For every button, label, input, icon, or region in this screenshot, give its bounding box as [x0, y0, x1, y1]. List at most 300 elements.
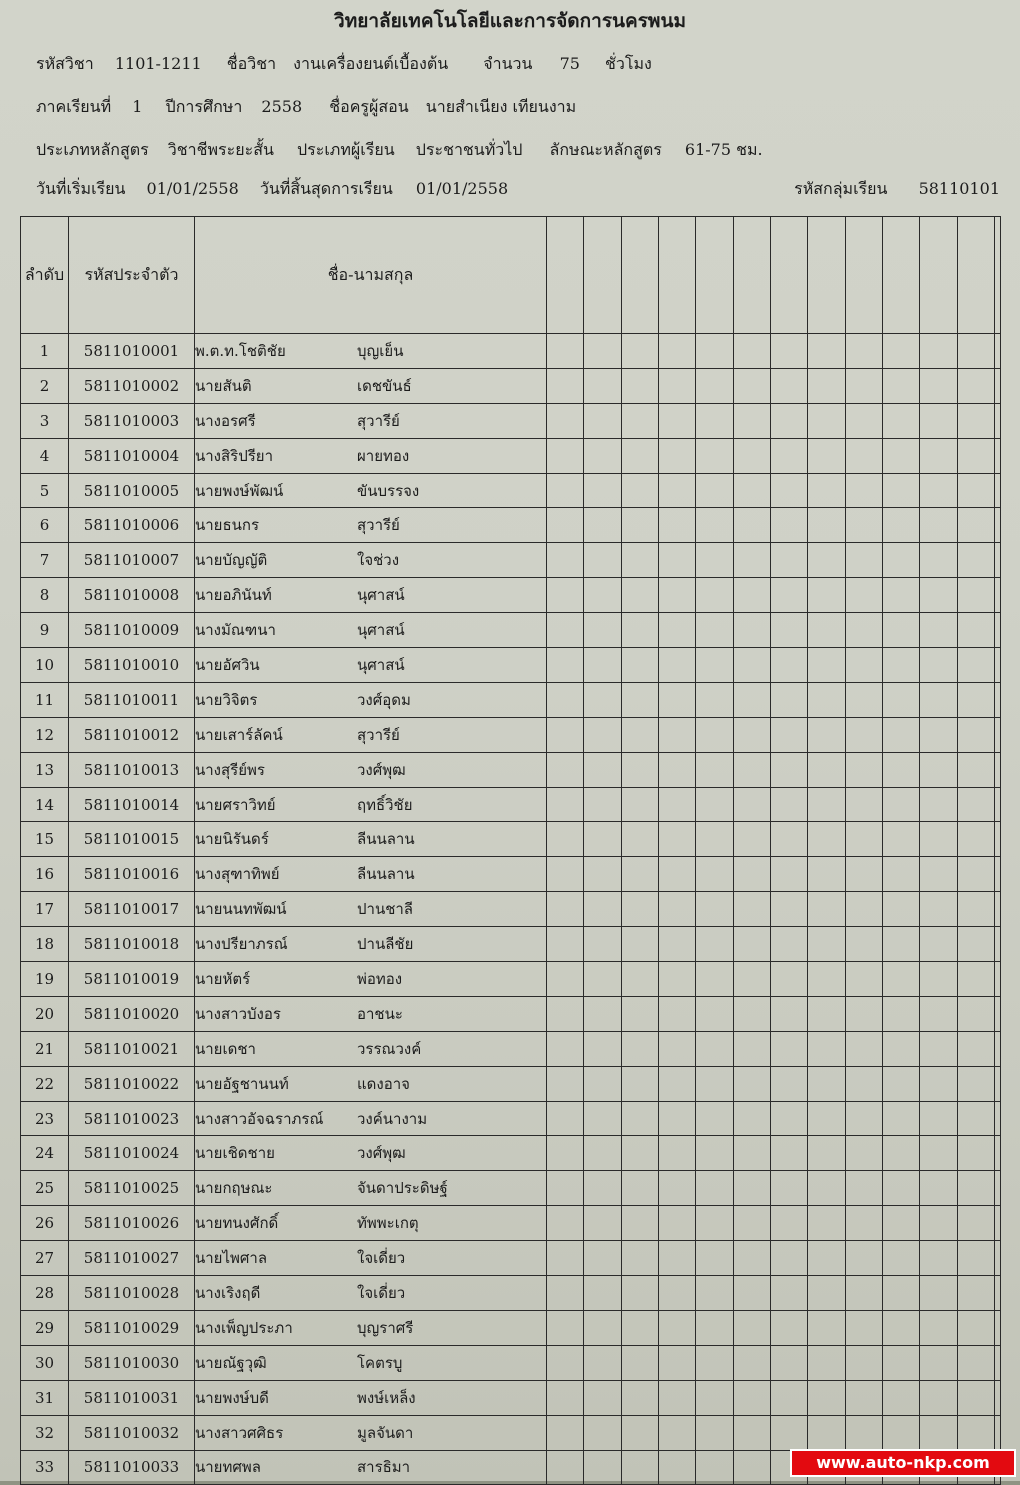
student-name: [195, 1276, 547, 1311]
attendance-cell: [770, 682, 807, 717]
attendance-cell: [658, 1101, 695, 1136]
attendance-cell: [658, 403, 695, 438]
attendance-cell: [882, 1345, 919, 1380]
first-name: นางสิริปรียา: [195, 446, 274, 465]
attendance-cell: [770, 1345, 807, 1380]
attendance-cell: [770, 1241, 807, 1276]
attendance-cell: [808, 1415, 845, 1450]
attendance-cell: [733, 1241, 770, 1276]
attendance-cell: [920, 334, 957, 369]
attendance-cell: [770, 1031, 807, 1066]
table-row: [21, 717, 1001, 752]
attendance-cell: [733, 822, 770, 857]
student-name: [195, 996, 547, 1031]
attendance-cell: [882, 822, 919, 857]
attendance-cell: [957, 822, 994, 857]
attendance-cell: [882, 787, 919, 822]
attendance-cell: [957, 1136, 994, 1171]
attendance-cell: [882, 578, 919, 613]
attendance-cell: [658, 543, 695, 578]
attendance-cell: [658, 1415, 695, 1450]
attendance-cell: [547, 578, 584, 613]
attendance-cell: [882, 403, 919, 438]
last-name: ขันบรรจง: [357, 481, 420, 500]
first-name: นายเสาร์ลัคน์: [195, 725, 283, 744]
attendance-cell: [621, 578, 658, 613]
attendance-cell: [994, 1241, 1000, 1276]
attendance-cell: [696, 822, 733, 857]
table-row: [21, 752, 1001, 787]
table-row: [21, 892, 1001, 927]
attendance-cell: [584, 1415, 621, 1450]
curriculum-kind: 61-75 ชม.: [684, 140, 763, 159]
attendance-cell: [547, 1101, 584, 1136]
group-code-label: รหัสกลุ่มเรียน: [794, 179, 888, 198]
attendance-cell: [696, 1276, 733, 1311]
attendance-cell: [621, 927, 658, 962]
attendance-cell: [621, 1101, 658, 1136]
curriculum-type: วิชาชีพระยะสั้น: [167, 140, 274, 159]
attendance-cell: [696, 543, 733, 578]
last-name: สารธิมา: [357, 1458, 411, 1477]
attendance-cell: [547, 682, 584, 717]
attendance-cell: [920, 438, 957, 473]
table-row: [21, 1171, 1001, 1206]
attendance-header-cell: [696, 217, 733, 334]
row-number: 4: [21, 438, 69, 473]
attendance-cell: [808, 857, 845, 892]
attendance-cell: [547, 1241, 584, 1276]
attendance-cell: [547, 403, 584, 438]
attendance-cell: [770, 717, 807, 752]
attendance-cell: [957, 508, 994, 543]
first-name: นายไพศาล: [195, 1249, 268, 1268]
attendance-cell: [808, 334, 845, 369]
attendance-cell: [994, 717, 1000, 752]
last-name: วรรณวงค์: [357, 1039, 422, 1058]
student-name: [195, 1450, 547, 1485]
attendance-cell: [770, 962, 807, 997]
start-date: 01/01/2558: [146, 179, 239, 198]
attendance-cell: [845, 1345, 882, 1380]
attendance-cell: [808, 927, 845, 962]
student-id: 5811010002: [69, 368, 195, 403]
attendance-cell: [994, 1066, 1000, 1101]
student-id: 5811010010: [69, 648, 195, 683]
attendance-cell: [770, 1066, 807, 1101]
attendance-cell: [994, 1345, 1000, 1380]
attendance-cell: [621, 1310, 658, 1345]
attendance-cell: [808, 962, 845, 997]
attendance-cell: [584, 368, 621, 403]
attendance-cell: [770, 1101, 807, 1136]
attendance-cell: [994, 892, 1000, 927]
table-row: [21, 1101, 1001, 1136]
attendance-cell: [957, 473, 994, 508]
student-id: 5811010023: [69, 1101, 195, 1136]
attendance-cell: [547, 822, 584, 857]
attendance-cell: [547, 857, 584, 892]
attendance-cell: [696, 1310, 733, 1345]
table-row: [21, 1345, 1001, 1380]
attendance-cell: [994, 857, 1000, 892]
attendance-cell: [584, 578, 621, 613]
first-name: นายวิจิตร: [195, 690, 258, 709]
student-name: [195, 648, 547, 683]
column-header-no: ลำดับ: [21, 217, 69, 334]
last-name: เดชขันธ์: [357, 376, 412, 395]
attendance-cell: [808, 1241, 845, 1276]
student-id: 5811010020: [69, 996, 195, 1031]
last-name: วงศ์พุฒ: [357, 1144, 406, 1163]
table-row: [21, 1276, 1001, 1311]
attendance-cell: [696, 1171, 733, 1206]
attendance-cell: [994, 508, 1000, 543]
student-name: [195, 927, 547, 962]
attendance-cell: [882, 1101, 919, 1136]
end-date-label: วันที่สิ้นสุดการเรียน: [259, 179, 393, 198]
year-label: ปีการศึกษา: [165, 97, 243, 116]
attendance-cell: [770, 892, 807, 927]
student-name: [195, 1066, 547, 1101]
attendance-cell: [808, 1206, 845, 1241]
attendance-cell: [733, 682, 770, 717]
college-title: วิทยาลัยเทคโนโลยีและการจัดการนครพนม: [334, 10, 686, 32]
attendance-cell: [920, 578, 957, 613]
first-name: นายณัฐวุฒิ: [195, 1353, 267, 1372]
attendance-cell: [808, 787, 845, 822]
attendance-cell: [994, 1415, 1000, 1450]
attendance-cell: [770, 1171, 807, 1206]
last-name: นุศาสน์: [357, 621, 405, 640]
attendance-cell: [808, 1345, 845, 1380]
attendance-cell: [808, 1031, 845, 1066]
attendance-cell: [658, 334, 695, 369]
attendance-cell: [547, 1276, 584, 1311]
attendance-cell: [584, 822, 621, 857]
first-name: นายพงษ์บดี: [195, 1388, 269, 1407]
attendance-cell: [770, 1380, 807, 1415]
row-number: 1: [21, 334, 69, 369]
attendance-cell: [770, 578, 807, 613]
row-number: 25: [21, 1171, 69, 1206]
group-code: 58110101: [918, 179, 1000, 198]
attendance-cell: [808, 438, 845, 473]
student-attendance-table: [20, 216, 1001, 1485]
amount-label: จำนวน: [483, 54, 533, 73]
attendance-cell: [658, 1276, 695, 1311]
attendance-cell: [621, 1136, 658, 1171]
attendance-cell: [770, 334, 807, 369]
row-number: 16: [21, 857, 69, 892]
table-row: [21, 648, 1001, 683]
student-name: [195, 473, 547, 508]
student-name: [195, 1310, 547, 1345]
attendance-cell: [584, 1241, 621, 1276]
attendance-cell: [584, 1276, 621, 1311]
attendance-cell: [882, 1380, 919, 1415]
attendance-cell: [584, 1171, 621, 1206]
attendance-cell: [733, 1450, 770, 1485]
attendance-cell: [920, 473, 957, 508]
row-number: 8: [21, 578, 69, 613]
attendance-cell: [733, 438, 770, 473]
attendance-cell: [770, 1136, 807, 1171]
row-number: 14: [21, 787, 69, 822]
attendance-cell: [547, 927, 584, 962]
student-name: [195, 368, 547, 403]
teacher-label: ชื่อครูผู้สอน: [329, 97, 409, 116]
last-name: แดงอาจ: [357, 1074, 410, 1093]
attendance-cell: [584, 508, 621, 543]
curriculum-info-line: [36, 138, 763, 163]
attendance-cell: [957, 1171, 994, 1206]
learner-type: ประชาชนทั่วไป: [415, 140, 523, 159]
attendance-cell: [547, 1380, 584, 1415]
student-id: 5811010007: [69, 543, 195, 578]
attendance-cell: [770, 613, 807, 648]
attendance-cell: [770, 927, 807, 962]
student-name: [195, 1380, 547, 1415]
attendance-cell: [845, 368, 882, 403]
attendance-cell: [696, 473, 733, 508]
attendance-cell: [957, 892, 994, 927]
attendance-cell: [808, 1310, 845, 1345]
attendance-cell: [920, 1206, 957, 1241]
student-id: 5811010030: [69, 1345, 195, 1380]
row-number: 13: [21, 752, 69, 787]
attendance-cell: [658, 1206, 695, 1241]
attendance-cell: [957, 787, 994, 822]
attendance-cell: [547, 613, 584, 648]
attendance-cell: [845, 1101, 882, 1136]
attendance-cell: [808, 1136, 845, 1171]
attendance-cell: [696, 1450, 733, 1485]
attendance-cell: [920, 1380, 957, 1415]
attendance-cell: [696, 508, 733, 543]
attendance-cell: [696, 1380, 733, 1415]
first-name: นายกฤษณะ: [195, 1179, 273, 1198]
last-name: จันดาประดิษฐ์: [357, 1179, 448, 1198]
last-name: มูลจันดา: [357, 1423, 414, 1442]
first-name: นายศราวิทย์: [195, 795, 276, 814]
row-number: 27: [21, 1241, 69, 1276]
attendance-cell: [920, 682, 957, 717]
row-number: 28: [21, 1276, 69, 1311]
attendance-cell: [621, 1031, 658, 1066]
attendance-cell: [733, 1380, 770, 1415]
attendance-header-cell: [621, 217, 658, 334]
attendance-cell: [696, 962, 733, 997]
attendance-cell: [920, 1241, 957, 1276]
last-name: นุศาสน์: [357, 586, 405, 605]
attendance-cell: [733, 508, 770, 543]
table-row: [21, 438, 1001, 473]
student-id: 5811010003: [69, 403, 195, 438]
attendance-cell: [733, 1310, 770, 1345]
attendance-cell: [994, 1136, 1000, 1171]
row-number: 26: [21, 1206, 69, 1241]
attendance-cell: [882, 613, 919, 648]
attendance-cell: [584, 438, 621, 473]
attendance-cell: [733, 996, 770, 1031]
attendance-cell: [882, 1241, 919, 1276]
attendance-cell: [584, 752, 621, 787]
first-name: นางสาวบังอร: [195, 1004, 281, 1023]
attendance-cell: [808, 682, 845, 717]
semester-info-line: [36, 95, 576, 120]
student-id: 5811010004: [69, 438, 195, 473]
table-row: [21, 927, 1001, 962]
teacher-name: นายสำเนียง เทียนงาม: [425, 97, 577, 116]
last-name: บุญราศรี: [357, 1318, 414, 1337]
attendance-cell: [994, 1171, 1000, 1206]
attendance-cell: [882, 927, 919, 962]
student-id: 5811010001: [69, 334, 195, 369]
attendance-cell: [658, 892, 695, 927]
student-name: [195, 1415, 547, 1450]
table-row: [21, 1206, 1001, 1241]
attendance-cell: [882, 996, 919, 1031]
attendance-cell: [882, 682, 919, 717]
row-number: 21: [21, 1031, 69, 1066]
student-id: 5811010022: [69, 1066, 195, 1101]
row-number: 5: [21, 473, 69, 508]
attendance-cell: [658, 1380, 695, 1415]
attendance-cell: [994, 1101, 1000, 1136]
attendance-cell: [845, 1380, 882, 1415]
semester-value: 1: [132, 97, 143, 116]
attendance-cell: [882, 962, 919, 997]
attendance-cell: [994, 543, 1000, 578]
last-name: บุญเย็น: [357, 341, 404, 360]
table-row: [21, 403, 1001, 438]
attendance-cell: [733, 1171, 770, 1206]
attendance-cell: [957, 717, 994, 752]
first-name: นายนนทพัฒน์: [195, 900, 287, 919]
attendance-cell: [621, 648, 658, 683]
last-name: ปานชาลี: [357, 900, 413, 919]
attendance-cell: [621, 892, 658, 927]
last-name: พงษ์เหล็ง: [357, 1388, 416, 1407]
attendance-cell: [845, 613, 882, 648]
first-name: นายพงษ์พัฒน์: [195, 481, 284, 500]
attendance-cell: [584, 996, 621, 1031]
attendance-cell: [696, 403, 733, 438]
attendance-cell: [733, 334, 770, 369]
row-number: 11: [21, 682, 69, 717]
attendance-cell: [547, 752, 584, 787]
attendance-cell: [658, 1171, 695, 1206]
attendance-cell: [733, 1415, 770, 1450]
attendance-cell: [584, 927, 621, 962]
attendance-cell: [696, 857, 733, 892]
attendance-cell: [882, 543, 919, 578]
attendance-cell: [621, 438, 658, 473]
attendance-cell: [994, 648, 1000, 683]
first-name: นายสันติ: [195, 376, 252, 395]
table-row: [21, 822, 1001, 857]
attendance-cell: [957, 1241, 994, 1276]
student-name: [195, 578, 547, 613]
attendance-cell: [621, 1206, 658, 1241]
student-id: 5811010018: [69, 927, 195, 962]
student-name: [195, 1206, 547, 1241]
attendance-cell: [547, 717, 584, 752]
first-name: นายทศพล: [195, 1458, 261, 1477]
attendance-cell: [808, 1171, 845, 1206]
last-name: ใจช่วง: [357, 551, 400, 570]
attendance-cell: [658, 1066, 695, 1101]
attendance-cell: [845, 1310, 882, 1345]
attendance-cell: [770, 543, 807, 578]
attendance-cell: [920, 822, 957, 857]
start-date-label: วันที่เริ่มเรียน: [36, 179, 126, 198]
table-row: [21, 1241, 1001, 1276]
attendance-cell: [882, 1066, 919, 1101]
attendance-cell: [658, 578, 695, 613]
attendance-cell: [733, 613, 770, 648]
attendance-cell: [621, 857, 658, 892]
attendance-cell: [882, 892, 919, 927]
attendance-cell: [920, 1415, 957, 1450]
attendance-cell: [920, 717, 957, 752]
attendance-cell: [696, 1241, 733, 1276]
attendance-cell: [808, 543, 845, 578]
attendance-cell: [547, 1066, 584, 1101]
attendance-cell: [733, 1101, 770, 1136]
first-name: นางปรียาภรณ์: [195, 935, 288, 954]
attendance-cell: [621, 996, 658, 1031]
last-name: ทัพพะเกตุ: [357, 1214, 419, 1233]
attendance-cell: [696, 1206, 733, 1241]
attendance-cell: [808, 1276, 845, 1311]
attendance-cell: [957, 1380, 994, 1415]
attendance-cell: [658, 962, 695, 997]
attendance-cell: [845, 1206, 882, 1241]
attendance-cell: [770, 368, 807, 403]
attendance-cell: [845, 473, 882, 508]
first-name: นายอภินันท์: [195, 586, 272, 605]
table-row: [21, 1380, 1001, 1415]
attendance-cell: [584, 1380, 621, 1415]
table-row: [21, 473, 1001, 508]
attendance-cell: [882, 1136, 919, 1171]
attendance-cell: [845, 822, 882, 857]
first-name: นางอรศรี: [195, 411, 256, 430]
attendance-cell: [920, 857, 957, 892]
attendance-cell: [658, 438, 695, 473]
year-value: 2558: [261, 97, 303, 116]
attendance-cell: [733, 752, 770, 787]
attendance-cell: [696, 648, 733, 683]
date-info-line: [36, 177, 508, 202]
last-name: วงค์นางาม: [357, 1109, 428, 1128]
attendance-cell: [696, 892, 733, 927]
attendance-cell: [957, 1066, 994, 1101]
attendance-cell: [621, 403, 658, 438]
attendance-cell: [733, 717, 770, 752]
row-number: 3: [21, 403, 69, 438]
row-number: 31: [21, 1380, 69, 1415]
course-info-line: [36, 52, 652, 77]
attendance-cell: [920, 368, 957, 403]
last-name: ลีนนลาน: [357, 830, 415, 849]
end-date: 01/01/2558: [415, 179, 509, 198]
attendance-cell: [547, 1450, 584, 1485]
student-name: [195, 822, 547, 857]
attendance-cell: [808, 1101, 845, 1136]
